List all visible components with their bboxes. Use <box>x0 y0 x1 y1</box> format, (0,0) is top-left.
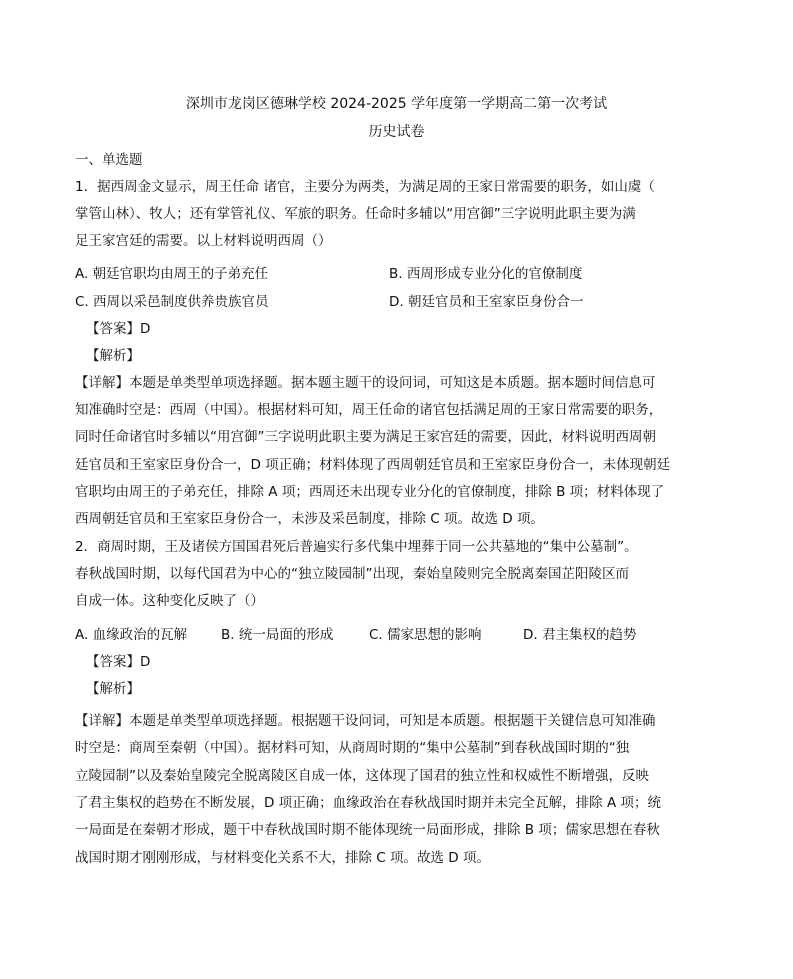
q2-stem-line-2: 春秋战国时期，以每代国君为中心的“独立陵园制”出现，秦始皇陵则完全脱离秦国芷阳陵区而 <box>75 566 629 582</box>
q2-option-c: C. 儒家思想的影响 <box>369 627 482 643</box>
q2-detail-line-5: 一局面是在秦朝才形成，题干中春秋战国时期不能体现统一局面形成，排除 B 项；儒家思想在春秋 <box>75 822 660 838</box>
q1-option-a: A. 朝廷官职均由周王的子弟充任 <box>75 266 269 282</box>
q2-detail-line-4: 了君主集权的趋势在不断发展，D 项正确；血缘政治在春秋战国时期并未完全瓦解，排除 A 项；统 <box>75 795 662 811</box>
q1-detail-line-5: 官职均由周王的子弟充任，排除 A 项；西周还未出现专业分化的官僚制度，排除 B 项；材料体现了 <box>75 484 665 500</box>
q1-option-d: D. 朝廷官员和王室家臣身份合一 <box>389 294 584 310</box>
q1-detail-line-1: 【详解】本题是单类型单项选择题。据本题主题干的设问词，可知这是本质题。据本题时间信息可 <box>75 375 656 391</box>
q1-detail-line-3: 同时任命诸官时多辅以“用宫御”三字说明此职主要为满足王家宫廷的需要，因此，材料说明西周朝 <box>75 429 656 445</box>
q2-option-b: B. 统一局面的形成 <box>221 627 334 643</box>
q1-detail-line-2: 知准确时空是：西周（中国）。根据材料可知，周王任命的诸官包括满足周的王家日常需要的职务， <box>75 402 663 418</box>
exam-title: 深圳市龙岗区德琳学校 2024-2025 学年度第一学期高二第一次考试 <box>185 96 608 112</box>
q1-stem-line-1: 1．据西周金文显示，周王任命 诸官，主要分为两类，为满足周的王家日常需要的职务，如山虞（ <box>75 179 655 195</box>
q1-detail-line-6: 西周朝廷官员和王室家臣身份合一，未涉及采邑制度，排除 C 项。故选 D 项。 <box>75 511 544 527</box>
q1-stem-line-3: 足王家宫廷的需要。以上材料说明西周（） <box>75 233 332 249</box>
q1-stem-line-2: 掌管山林）、牧人；还有掌管礼仪、军旅的职务。任命时多辅以“用宫御”三字说明此职主要为满 <box>75 206 636 222</box>
section-heading: 一、单选题 <box>75 152 143 168</box>
q2-option-d: D. 君主集权的趋势 <box>523 627 637 643</box>
q1-option-c: C. 西周以采邑制度供养贵族官员 <box>75 294 269 310</box>
q2-option-a: A. 血缘政治的瓦解 <box>75 627 188 643</box>
q2-detail-line-6: 战国时期才刚刚形成，与材料变化关系不大，排除 C 项。故选 D 项。 <box>75 850 490 866</box>
q1-analysis-label: 【解析】 <box>86 348 140 364</box>
q2-stem-line-1: 2．商周时期，王及诸侯方国国君死后普遍实行多代集中埋葬于同一公共墓地的“集中公墓制”。 <box>75 539 638 555</box>
q2-answer: 【答案】D <box>86 654 151 670</box>
q1-answer: 【答案】D <box>86 321 151 337</box>
q1-detail-line-4: 廷官员和王室家臣身份合一，D 项正确；材料体现了西周朝廷官员和王室家臣身份合一，未体现朝廷 <box>75 457 671 473</box>
exam-subtitle: 历史试卷 <box>368 124 425 140</box>
q2-detail-line-2: 时空是：商周至秦朝（中国）。据材料可知，从商周时期的“集中公墓制”到春秋战国时期的“独 <box>75 740 630 756</box>
q2-analysis-label: 【解析】 <box>86 681 140 697</box>
q2-detail-line-1: 【详解】本题是单类型单项选择题。根据题干设问词，可知是本质题。根据题干关键信息可知准确 <box>75 713 656 729</box>
q2-detail-line-3: 立陵园制”以及秦始皇陵完全脱离陵区自成一体，这体现了国君的独立性和权威性不断增强，反映 <box>75 768 649 784</box>
q2-stem-line-3: 自成一体。这种变化反映了（） <box>75 593 264 609</box>
q1-option-b: B. 西周形成专业分化的官僚制度 <box>389 266 583 282</box>
